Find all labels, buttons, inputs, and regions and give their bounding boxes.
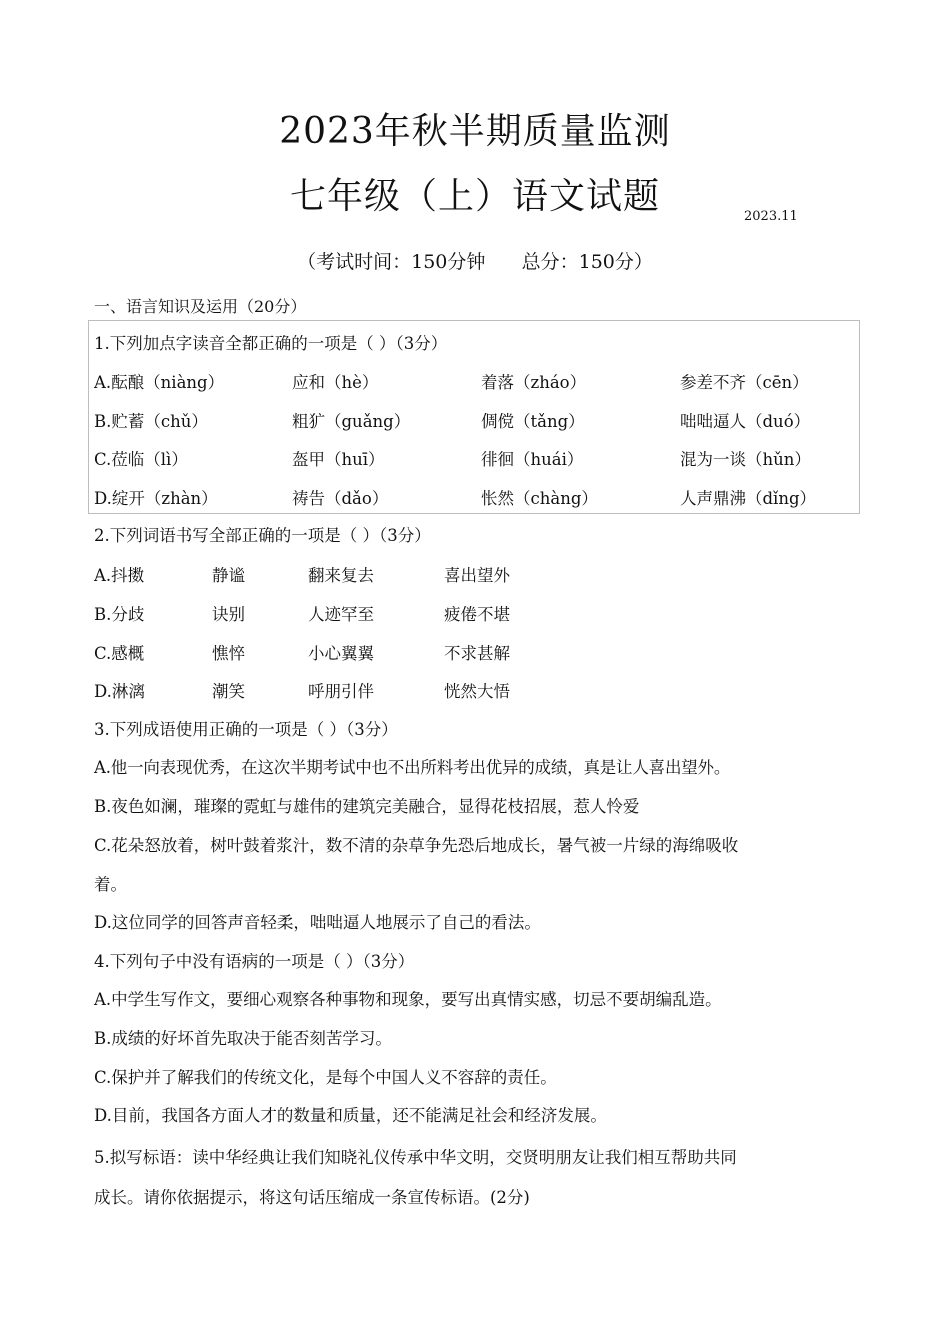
q1-option-a-2: 应和（hè） — [292, 373, 379, 392]
q4-option-a: A.中学生写作文，要细心观察各种事物和现象，要写出真情实感，切忌不要胡编乱造。 — [94, 990, 722, 1009]
q3-option-c-line2: 着。 — [94, 875, 127, 894]
q2-option-a-2: 静谧 — [212, 566, 245, 585]
q1-option-a-3: 着落（zháo） — [481, 373, 587, 392]
q1-option-c-4: 混为一谈（hǔn） — [680, 450, 811, 469]
question-5-line2: 成长。请你依据提示，将这句话压缩成一条宣传标语。(2分) — [94, 1188, 530, 1207]
q1-option-c-2: 盔甲（huī） — [292, 450, 385, 469]
q2-option-c-2: 憔悴 — [212, 644, 245, 663]
section-heading: 一、语言知识及运用（20分） — [94, 297, 307, 316]
q2-option-c-1: C.感概 — [94, 644, 145, 663]
q4-option-b: B.成绩的好坏首先取决于能否刻苦学习。 — [94, 1029, 392, 1048]
q1-option-d-1: D.绽开（zhàn） — [94, 489, 218, 508]
q1-option-d-2: 祷告（dǎo） — [292, 489, 389, 508]
q1-option-b-3: 倜傥（tǎng） — [481, 412, 585, 431]
exam-subtitle: 七年级（上）语文试题 — [289, 176, 660, 217]
question-1-stem: 1.下列加点字读音全都正确的一项是（ ）（3分） — [94, 334, 448, 353]
question-5-line1: 5.拟写标语：读中华经典让我们知晓礼仪传承中华文明，交贤明朋友让我们相互帮助共同 — [94, 1148, 737, 1167]
q3-option-c-line1: C.花朵怒放着，树叶鼓着浆汁，数不清的杂草争先恐后地成长，暑气被一片绿的海绵吸收 — [94, 836, 739, 855]
q1-option-c-3: 徘徊（huái） — [481, 450, 584, 469]
q2-option-b-4: 疲倦不堪 — [444, 605, 510, 624]
q1-option-d-3: 怅然（chàng） — [481, 489, 598, 508]
exam-title: 2023年秋半期质量监测 — [279, 111, 671, 152]
q2-option-a-1: A.抖擞 — [94, 566, 145, 585]
q2-option-d-1: D.淋漓 — [94, 682, 145, 701]
q1-option-b-4: 咄咄逼人（duó） — [680, 412, 811, 431]
q2-option-b-1: B.分歧 — [94, 605, 145, 624]
q3-option-b: B.夜色如澜，璀璨的霓虹与雄伟的建筑完美融合，显得花枝招展，惹人怜爱 — [94, 797, 640, 816]
q1-option-a-1: A.酝酿（niàng） — [94, 373, 225, 392]
q2-option-b-2: 诀别 — [212, 605, 245, 624]
q2-option-b-3: 人迹罕至 — [308, 605, 374, 624]
exam-date: 2023.11 — [744, 209, 798, 224]
q3-option-a: A.他一向表现优秀，在这次半期考试中也不出所料考出优异的成绩，真是让人喜出望外。 — [94, 758, 731, 777]
q2-option-a-4: 喜出望外 — [444, 566, 510, 585]
q4-option-d: D.目前，我国各方面人才的数量和质量，还不能满足社会和经济发展。 — [94, 1106, 607, 1125]
q2-option-c-3: 小心翼翼 — [308, 644, 374, 663]
q2-option-a-3: 翻来复去 — [308, 566, 374, 585]
question-3-stem: 3.下列成语使用正确的一项是（ ）（3分） — [94, 720, 398, 739]
q4-option-c: C.保护并了解我们的传统文化，是每个中国人义不容辞的责任。 — [94, 1068, 557, 1087]
q1-option-a-4: 参差不齐（cēn） — [680, 373, 809, 392]
q1-option-b-2: 粗犷（guǎng） — [292, 412, 411, 431]
q2-option-c-4: 不求甚解 — [444, 644, 510, 663]
q1-option-c-1: C.莅临（lì） — [94, 450, 188, 469]
q1-option-b-1: B.贮蓄（chǔ） — [94, 412, 208, 431]
question-4-stem: 4.下列句子中没有语病的一项是（ ）（3分） — [94, 952, 415, 971]
question-2-stem: 2.下列词语书写全部正确的一项是（ ）（3分） — [94, 526, 431, 545]
q3-option-d: D.这位同学的回答声音轻柔，咄咄逼人地展示了自己的看法。 — [94, 913, 541, 932]
q1-option-d-4: 人声鼎沸（dǐng） — [680, 489, 817, 508]
q2-option-d-4: 恍然大悟 — [444, 682, 510, 701]
q2-option-d-2: 潮笑 — [212, 682, 245, 701]
exam-info: （考试时间：150分钟 总分：150分） — [297, 251, 653, 273]
q2-option-d-3: 呼朋引伴 — [308, 682, 374, 701]
